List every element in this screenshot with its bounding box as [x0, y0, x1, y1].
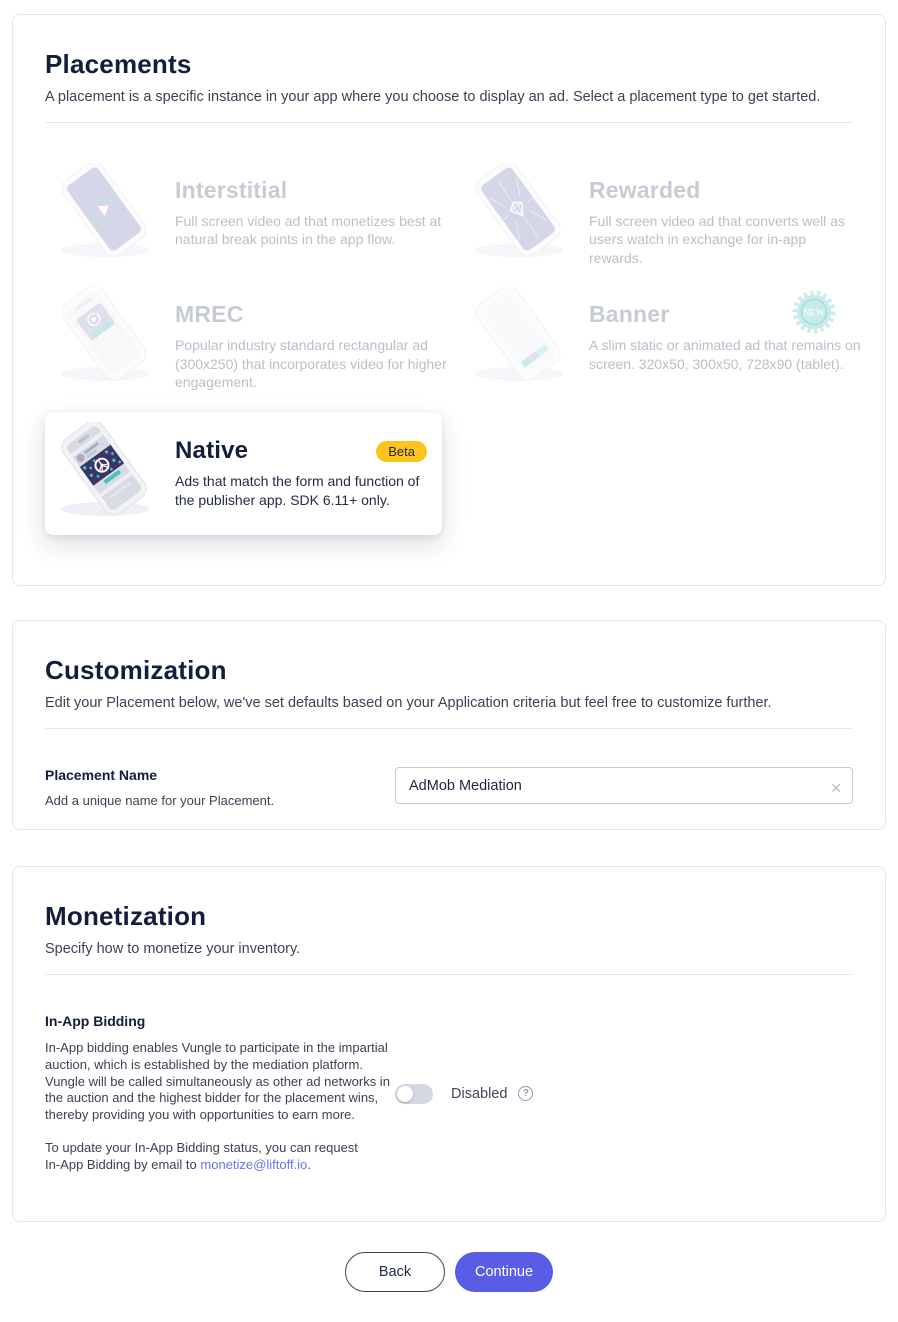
footer-actions — [0, 1252, 898, 1292]
placement-type-name: Native — [175, 437, 249, 465]
placement-name-input[interactable] — [395, 767, 853, 804]
toggle-knob — [397, 1086, 413, 1102]
placement-option-mrec — [45, 287, 447, 391]
placement-type-name: Banner — [589, 301, 670, 328]
placements-card — [12, 14, 886, 586]
back-button[interactable]: Back — [345, 1252, 445, 1292]
customization-subtitle: Edit your Placement below, we've set defaults based on your Application criteria but feel free to customize further. — [45, 695, 772, 711]
placement-type-description: Ads that match the form and function of the publisher app. SDK 6.11+ only. — [175, 473, 420, 508]
placement-type-name: Rewarded — [589, 177, 701, 203]
banner-phone-icon — [459, 287, 577, 390]
placement-type-description: Popular industry standard rectangular ad (300x250) that incorporates video for higher engagement. — [175, 337, 447, 391]
placement-option-native[interactable] — [45, 412, 442, 535]
placement-type-description: Full screen video ad that converts well as users watch in exchange for in-app rewards. — [589, 213, 846, 266]
customization-card — [12, 620, 886, 830]
native-phone-icon — [45, 422, 163, 525]
placement-type-description: A slim static or animated ad that remains on screen. 320x50, 300x50, 728x90 (tablet). — [589, 337, 861, 372]
placement-type-name: MREC — [175, 301, 244, 328]
note-suffix: . — [307, 1156, 311, 1172]
rewarded-phone-icon — [459, 163, 577, 266]
in-app-bidding-toggle[interactable] — [395, 1084, 433, 1104]
in-app-bidding-label: In-App Bidding — [45, 1013, 146, 1029]
placement-type-grid — [45, 163, 861, 535]
mrec-phone-icon — [45, 287, 163, 390]
placement-type-description: Full screen video ad that monetizes best at natural break points in the app flow. — [175, 213, 442, 248]
beta-badge: Beta — [376, 441, 427, 462]
placement-option-rewarded — [447, 163, 861, 267]
placements-title: Placements — [45, 49, 192, 79]
customization-title: Customization — [45, 655, 227, 685]
interstitial-phone-icon — [45, 163, 163, 266]
placement-option-interstitial — [45, 163, 447, 267]
placements-subtitle: A placement is a specific instance in your app where you choose to display an ad. Select a placement type to get started. — [45, 89, 821, 105]
new-badge — [791, 289, 837, 340]
toggle-state-text: Disabled — [451, 1085, 508, 1102]
placement-option-banner — [447, 287, 861, 391]
monetization-title: Monetization — [45, 901, 207, 931]
note-text: To update your In-App Bidding status, you can request In-App Bidding by email to — [45, 1139, 358, 1172]
in-app-bidding-description: In-App bidding enables Vungle to participate in the impartial auction, which is established by the mediation platform. Vungle will be called simultaneously as other ad networks in the auction and the highest bidder for the placement wins, thereby providing you with opportunities to earn more. — [45, 1040, 390, 1123]
placement-name-label: Placement Name — [45, 767, 158, 783]
divider — [45, 728, 853, 729]
placement-name-help: Add a unique name for your Placement. — [45, 793, 275, 808]
help-icon[interactable]: ? — [518, 1086, 533, 1101]
monetization-subtitle: Specify how to monetize your inventory. — [45, 941, 301, 957]
monetization-card — [12, 866, 886, 1222]
monetize-email-link[interactable]: monetize@liftoff.io — [200, 1156, 308, 1172]
divider — [45, 122, 853, 123]
placement-type-name: Interstitial — [175, 177, 288, 203]
continue-button[interactable]: Continue — [455, 1252, 553, 1292]
svg-text:NEW: NEW — [803, 307, 825, 318]
in-app-bidding-note — [45, 1140, 365, 1174]
clear-input-icon[interactable]: ✕ — [830, 779, 842, 796]
divider — [45, 974, 853, 975]
